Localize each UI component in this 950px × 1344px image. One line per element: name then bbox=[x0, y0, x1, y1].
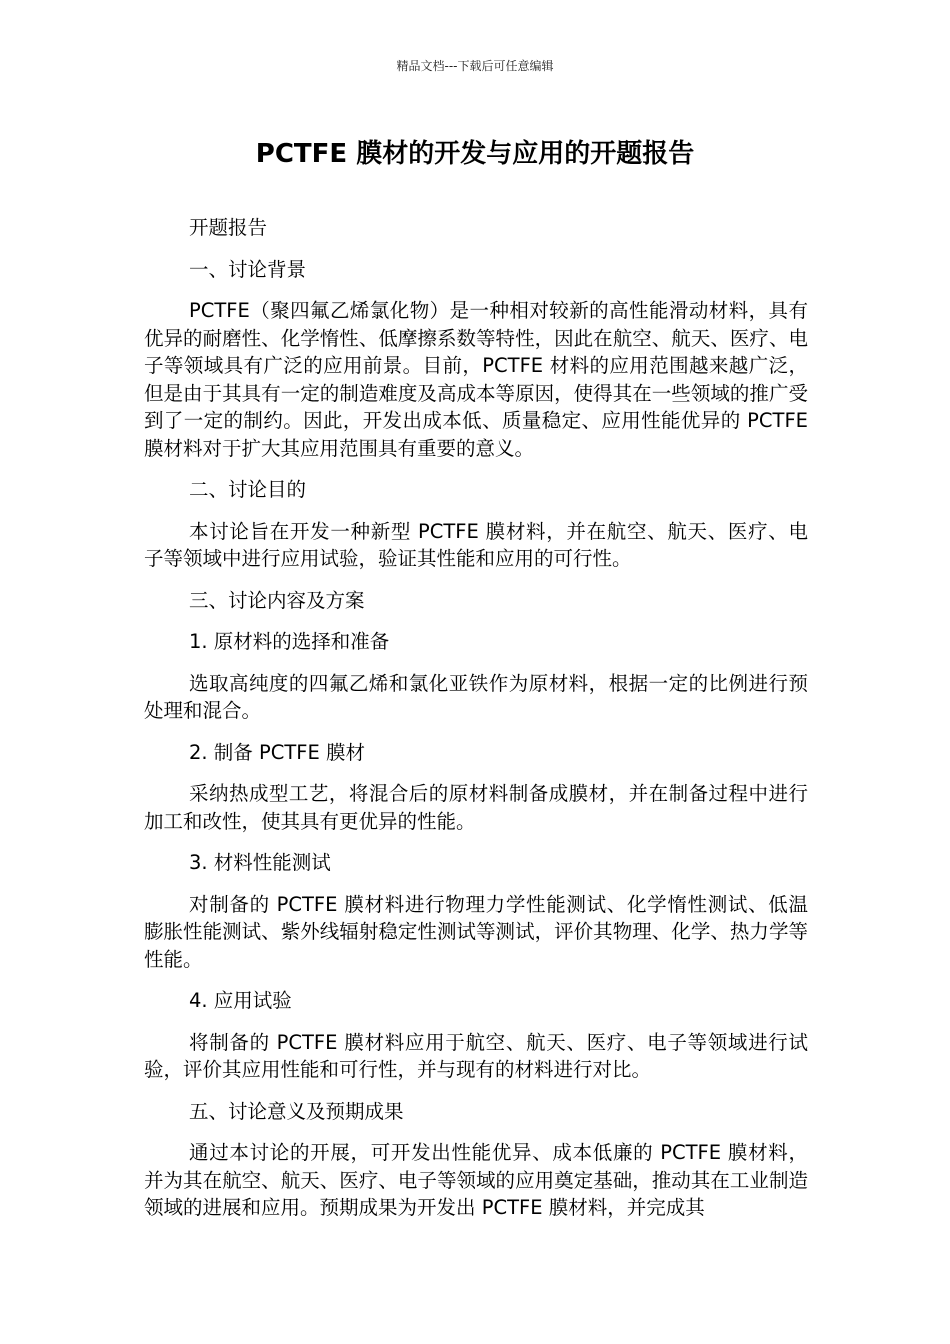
paragraph-background: PCTFE（聚四氟乙烯氯化物）是一种相对较新的高性能滑动材料，具有优异的耐磨性、化学惰性、低摩擦系数等特性，因此在航空、航天、医疗、电子等领域具有广泛的应用前景。目前，PCTFE 材料的应用范围越来越广泛，但是由于其具有一定的制造难度及高成本等原因，使得其在一些领域的推广受到了一定的制约。因此，开发出成本低、质量稳定、应用性能优异的 PCTFE 膜材料对于扩大其应用范围具有重要的意义。 bbox=[144, 299, 808, 460]
subheading-raw-materials: 1. 原材料的选择和准备 bbox=[189, 630, 390, 653]
document-title: PCTFE 膜材的开发与应用的开题报告 bbox=[255, 139, 695, 169]
section-heading-background: 一、讨论背景 bbox=[189, 257, 307, 281]
subheading-preparation: 2. 制备 PCTFE 膜材 bbox=[189, 740, 366, 764]
paragraph-testing: 对制备的 PCTFE 膜材料进行物理力学性能测试、化学惰性测试、低温膨胀性能测试、紫外线辐射稳定性测试等测试，评价其物理、化学、热力学等性能。 bbox=[144, 892, 808, 971]
paragraph-purpose: 本讨论旨在开发一种新型 PCTFE 膜材料，并在航空、航天、医疗、电子等领域中进行应用试验，验证其性能和应用的可行性。 bbox=[144, 519, 808, 570]
paragraph-raw-materials: 选取高纯度的四氟乙烯和氯化亚铁作为原材料，根据一定的比例进行预处理和混合。 bbox=[144, 671, 808, 722]
document-body bbox=[144, 214, 808, 1236]
section-heading-purpose: 二、讨论目的 bbox=[189, 478, 307, 501]
page-header: 精品文档---下载后可任意编辑 bbox=[396, 59, 554, 73]
section-heading-significance: 五、讨论意义及预期成果 bbox=[189, 1099, 404, 1123]
paragraph-heading-report: 开题报告 bbox=[189, 216, 268, 239]
subheading-testing: 3. 材料性能测试 bbox=[189, 851, 331, 874]
subheading-application-test: 4. 应用试验 bbox=[189, 989, 292, 1012]
paragraph-significance: 通过本讨论的开展，可开发出性能优异、成本低廉的 PCTFE 膜材料，并为其在航空、航天、医疗、电子等领域的应用奠定基础，推动其在工业制造领域的进展和应用。预期成果为开发出 PCTFE 膜材料，并完成其 bbox=[144, 1141, 808, 1219]
paragraph-preparation: 采纳热成型工艺，将混合后的原材料制备成膜材，并在制备过程中进行加工和改性，使其具有更优异的性能。 bbox=[144, 782, 808, 833]
section-heading-content-plan: 三、讨论内容及方案 bbox=[189, 588, 365, 612]
paragraph-application-test: 将制备的 PCTFE 膜材料应用于航空、航天、医疗、电子等领域进行试验，评价其应用性能和可行性，并与现有的材料进行对比。 bbox=[144, 1030, 808, 1081]
